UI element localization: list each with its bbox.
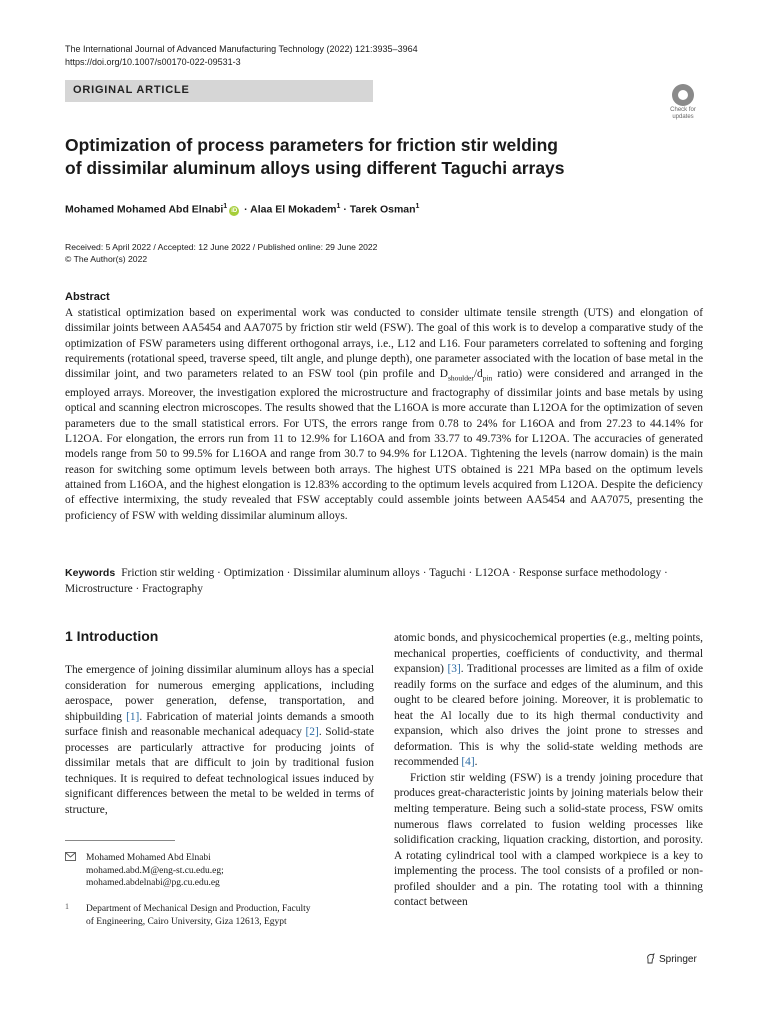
keywords-text: Friction stir welding · Optimization · Dissimilar aluminum alloys · Taguchi · L12OA · Response surface methodology · Microstructure · Fractography [65,567,668,595]
keywords [65,566,703,597]
publisher-logo [646,953,697,965]
corresponding-author-footnote [65,852,224,890]
subscript-pin: pin [482,373,493,383]
right-column [394,631,703,911]
citation-link[interactable]: [4] [461,756,475,769]
corresponding-author-name: Mohamed Mohamed Abd Elnabi [86,853,211,863]
journal-citation [65,43,418,69]
author-separator: · [241,203,251,216]
check-for-updates-badge[interactable] [665,84,701,124]
author-1[interactable]: Mohamed Mohamed Abd Elnabi [65,203,224,216]
crossmark-icon [672,84,694,106]
footnote-divider [65,840,175,841]
author-1-affiliation: 1 [223,203,228,210]
section-heading-introduction: 1 Introduction [65,628,159,644]
citation-link[interactable]: [2] [305,726,319,739]
journal-line: The International Journal of Advanced Manufacturing Technology (2022) 121:3935–3964 [65,44,418,54]
paragraph-text: . Fabrication of material joints demands a smooth surface finish and reasonable mechanical adequacy [65,710,374,739]
article-type-banner [65,80,373,102]
intro-paragraph-2: Friction stir welding (FSW) is a trendy joining procedure that produces great-characteristic joints by joining materials below their melting temperature. Being such a solid-state process, FSW omits numerous flaws correlated to fusion welding processes like solidification cracking, liquation cracking, distortion, and porosity. A rotating cylindrical tool with a clamped workpiece is a key to implementing the process. The tool consists of a profiled or non-profiled shoulder and a pin. The rotating tool with a thinning contact between [394,771,703,909]
article-type-label: ORIGINAL ARTICLE [73,84,190,96]
copyright: © The Author(s) 2022 [65,254,148,264]
title-line-1: Optimization of process parameters for friction stir welding [65,135,558,155]
orcid-icon[interactable]: iD [231,207,238,214]
subscript-shoulder: shoulder [447,373,474,383]
publication-dates [65,241,377,265]
email-link[interactable]: mohamed.abd.M@eng-st.cu.edu.eg; [86,865,224,876]
publisher-name: Springer [659,954,697,965]
abstract-part-1: A statistical optimization based on experimental work was conducted to consider ultimate tensile strength (UTS) and elongation of dissimilar joints between AA5454 and AA7075 by friction stir weld (FSW). The goal of this work is to develop a comparative study of the optimization of FSW parameters using different orthogonal arrays, i.e., L12 and L16. Four parameters correlated to softening and forging requirements (rotational speed, traverse speed, tilt angle, and plunge depth), one parameter associated with the location of base metal in the dissimilar joint, and two parameters related to an FSW tool (pin profile and D [65,307,703,381]
affiliation-footnote [65,903,311,928]
author-2[interactable]: Alaa El Mokadem [250,203,337,216]
affiliation-line-1: Department of Mechanical Design and Production, Faculty [86,904,311,914]
abstract-text [65,306,703,524]
abstract-ratio-slash: /d [473,368,483,381]
author-2-affiliation: 1 [336,203,341,210]
paragraph-text: The emergence of joining dissimilar aluminum alloys has a special consideration for numerous emerging applications, including aerospace, power generation, defense, transportation, and shipbuilding [65,664,374,723]
author-list [65,203,419,216]
author-separator: · [340,203,350,216]
envelope-icon [65,852,76,865]
email-link[interactable]: mohamed.abdelnabi@pg.cu.edu.eg [86,878,220,888]
abstract-heading: Abstract [65,291,110,303]
springer-horse-icon [646,953,655,964]
intro-paragraph-1 [65,663,374,818]
history-dates: Received: 5 April 2022 / Accepted: 12 June 2022 / Published online: 29 June 2022 [65,242,378,252]
citation-link[interactable]: [1] [126,710,140,723]
author-3-affiliation: 1 [415,203,420,210]
paragraph-text: . [474,756,478,769]
paragraph-text: . Solid-state processes are particularly attractive for producing joints of dissimilar metals that are difficult to join by traditional fusion techniques. It is required to defeat technological issues induced by significant differences between the metal to be welded in terms of structure, [65,726,374,816]
citation-link[interactable]: [3] [447,663,461,676]
paragraph-text: atomic bonds, and physicochemical properties (e.g., melting points, mechanical properties, coefficients of conductivity, and thermal expansion) [394,632,703,676]
doi-link[interactable]: https://doi.org/10.1007/s00170-022-09531-3 [65,57,241,67]
title-line-2: of dissimilar aluminum alloys using different Taguchi arrays [65,158,565,178]
author-3[interactable]: Tarek Osman [349,203,416,216]
abstract-part-2: ratio) were considered and arranged in the employed arrays. Moreover, the investigation explored the microstructure and fractography of dissimilar joints and base metals by using optical and scanning electron microscopes. The results showed that the L16OA is more accurate than L12OA for the optimization of seven parameters due to the small statistical errors. For UTS, the errors range from 0.78 to 24% for L16OA and from 27.23 to 44.14% for L12OA. For elongation, the errors run from 11 to 12.9% for L16OA and from 33.77 to 49.73% for L12OA. The accuracies of generated models range from 50 to 99.5% for L16OA and range from 30.7 to 94.9% for L12OA. Tightening the levels (narrow domain) is the main reason for switching some optimum levels between both arrays. The highest UTS obtained is 221 MPa based on the optimum levels attained from L16OA, and the highest elongation is 12.83% according to the optimum levels acquired from L12OA. Despite the deficiency of effective intermixing, the study revealed that FSW acceptably could assemble joints between AA5454 and AA7075, presenting the proficiency of FSW with welding dissimilar aluminum alloys. [65,368,703,522]
left-column [65,663,374,818]
article-title [65,134,625,180]
crossmark-label-2: updates [672,114,694,120]
intro-paragraph-continued [394,631,703,771]
affiliation-marker: 1 [65,902,69,911]
affiliation-line-2: of Engineering, Cairo University, Giza 12613, Egypt [86,916,287,927]
paragraph-text: . Traditional processes are limited as a film of oxide readily forms on the surface and edges of the aluminum, and this ought to be cleared before joining. Moreover, it is problematic to heat the Al locally due to its high thermal conductivity and expansion, which also drives the joint prone to stresses and deformation. This is why the solid-state welding methods are recommended [394,663,703,769]
crossmark-label-1: Check for [670,107,696,113]
keywords-label: Keywords [65,567,116,579]
